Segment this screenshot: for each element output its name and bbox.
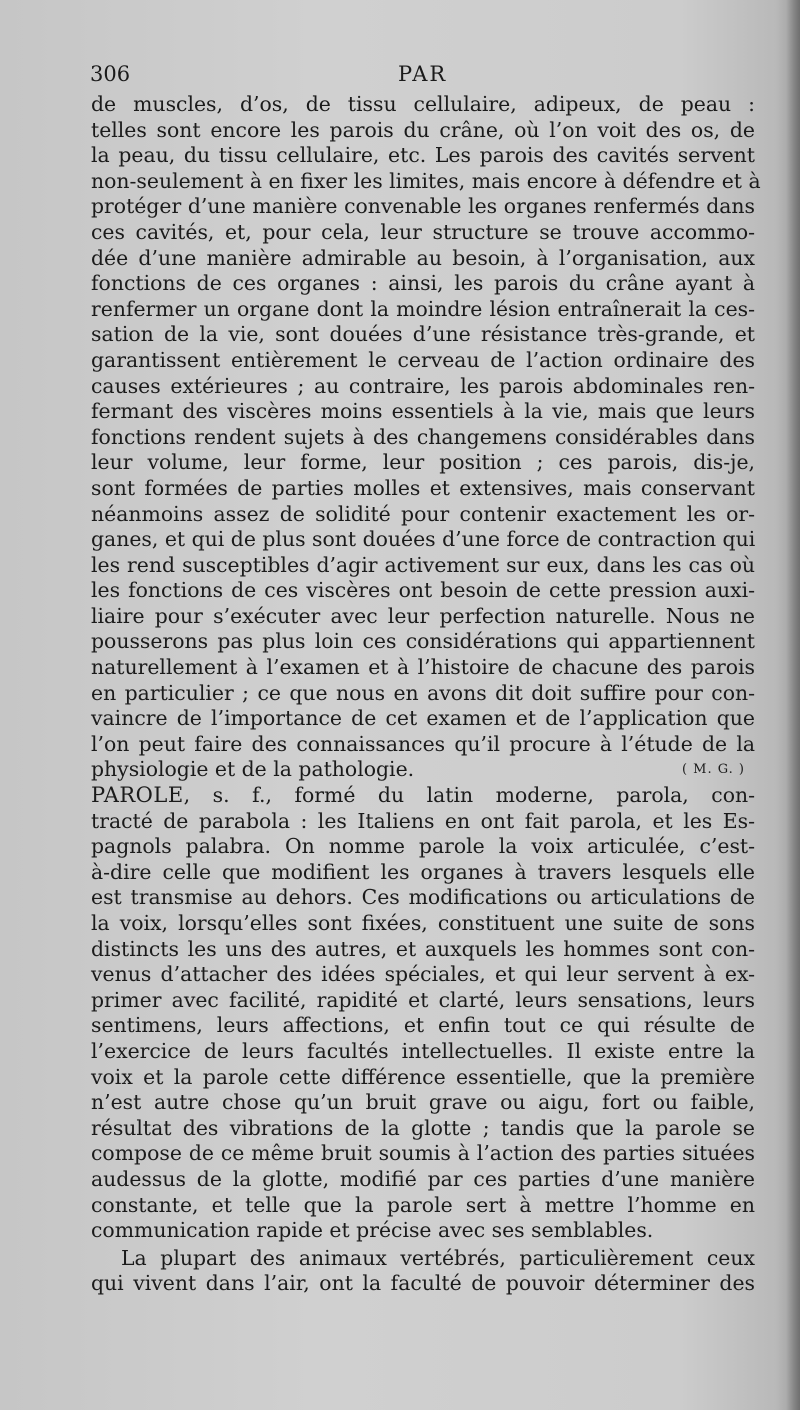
- text-line: fermant des viscères moins essentiels à la vie, mais que leurs: [91, 399, 755, 424]
- text-line: telles sont encore les parois du crâne, où l’on voit des os, de: [91, 117, 755, 142]
- text-line: est transmise au dehors. Ces modifications ou articulations de: [91, 885, 755, 910]
- text-line: résultat des vibrations de la glotte ; tandis que la parole se: [91, 1115, 755, 1140]
- text-line: voix et la parole cette différence essentielle, que la première: [91, 1064, 755, 1089]
- text-line: l’exercice de leurs facultés intellectuelles. Il existe entre la: [91, 1038, 755, 1063]
- author-signature: ( M. G. ): [681, 762, 745, 778]
- text-line: garantissent entièrement le cerveau de l’action ordinaire des: [91, 347, 755, 372]
- text-line: pagnols palabra. On nomme parole la voix articulée, c’est-: [91, 834, 755, 859]
- text-line: n’est autre chose qu’un bruit grave ou aigu, fort ou faible,: [91, 1090, 755, 1115]
- text-line: en particulier ; ce que nous en avons dit doit suffire pour con-: [91, 680, 755, 705]
- running-head: PAR: [398, 62, 448, 86]
- text-line: audessus de la glotte, modifié par ces parties d’une manière: [91, 1166, 755, 1191]
- text-line: ganes, et qui de plus sont douées d’une force de contraction qui: [91, 527, 756, 552]
- text-line: renfermer un organe dont la moindre lésion entraînerait la ces-: [91, 296, 755, 321]
- text-line: La plupart des animaux vertébrés, particulièrement ceux: [121, 1245, 755, 1270]
- text-line: sentimens, leurs affections, et enfin tout ce qui résulte de: [91, 1013, 755, 1038]
- text-line: primer avec facilité, rapidité et clarté, leurs sensations, leurs: [91, 987, 755, 1012]
- text-line: venus d’attacher des idées spéciales, et qui leur servent à ex-: [91, 962, 755, 987]
- text-line: de muscles, d’os, de tissu cellulaire, adipeux, de peau :: [91, 92, 755, 116]
- text-line: causes extérieures ; au contraire, les parois abdominales ren-: [91, 373, 755, 398]
- text-line: non-seulement à en fixer les limites, mais encore à défendre et à: [91, 168, 761, 193]
- page-number: 306: [90, 62, 131, 86]
- text-line: sont formées de parties molles et extensives, mais conservant: [91, 475, 755, 500]
- text-line: fonctions rendent sujets à des changemens considérables dans: [91, 424, 755, 449]
- text-line: dée d’une manière admirable au besoin, à l’organisation, aux: [91, 245, 755, 270]
- entry-first-line: [91, 783, 755, 809]
- text-line: qui vivent dans l’air, ont la faculté de pouvoir déterminer des: [91, 1271, 755, 1296]
- text-line: leur volume, leur forme, leur position ; ces parois, dis-je,: [91, 450, 755, 475]
- text-line: pousserons pas plus loin ces considérations qui appartiennent: [91, 629, 755, 654]
- text-line: la voix, lorsqu’elles sont fixées, constituent une suite de sons: [91, 911, 755, 935]
- entry-first-line-text: , s. f., formé du latin moderne, parola, con-: [183, 783, 755, 808]
- closing-text: physiologie et de la pathologie.: [91, 757, 415, 782]
- text-line: l’on peut faire des connaissances qu’il procure à l’étude de la: [91, 731, 755, 756]
- paragraph-end-line: communication rapide et précise avec ses semblables.: [91, 1218, 654, 1243]
- text-line: néanmoins assez de solidité pour contenir exactement les or-: [91, 501, 755, 526]
- text-line: constante, et telle que la parole sert à mettre l’homme en: [91, 1192, 755, 1217]
- body-text: [91, 92, 761, 1297]
- text-line: naturellement à l’examen et à l’histoire de chacune des parois: [91, 655, 755, 680]
- text-line: liaire pour s’exécuter avec leur perfection naturelle. Nous ne: [91, 603, 755, 628]
- text-line: tracté de parabola : les Italiens en ont fait parola, et les Es-: [91, 808, 755, 833]
- text-line: compose de ce même bruit soumis à l’action des parties situées: [91, 1141, 755, 1166]
- page-gutter-shadow: [786, 0, 800, 1410]
- text-line: protéger d’une manière convenable les organes renfermés dans: [91, 194, 755, 219]
- text-line: vaincre de l’importance de cet examen et de l’application que: [91, 706, 755, 731]
- text-line: ces cavités, et, pour cela, leur structure se trouve accommo-: [91, 219, 755, 244]
- text-line: distincts les uns des autres, et auxquels les hommes sont con-: [91, 936, 755, 961]
- text-line: sation de la vie, sont douées d’une résistance très-grande, et: [91, 322, 755, 347]
- text-line: la peau, du tissu cellulaire, etc. Les parois des cavités servent: [91, 143, 755, 168]
- text-line: fonctions de ces organes : ainsi, les parois du crâne ayant à: [91, 271, 755, 296]
- text-line: les fonctions de ces viscères ont besoin de cette pression auxi-: [91, 578, 755, 603]
- text-line: les rend susceptibles d’agir activement sur eux, dans les cas où: [91, 552, 755, 577]
- text-line: à-dire celle que modifient les organes à travers lesquels elle: [91, 859, 755, 884]
- entry-headword: PAROLE: [91, 783, 184, 808]
- page-header: [90, 62, 752, 92]
- closing-line: [91, 757, 755, 783]
